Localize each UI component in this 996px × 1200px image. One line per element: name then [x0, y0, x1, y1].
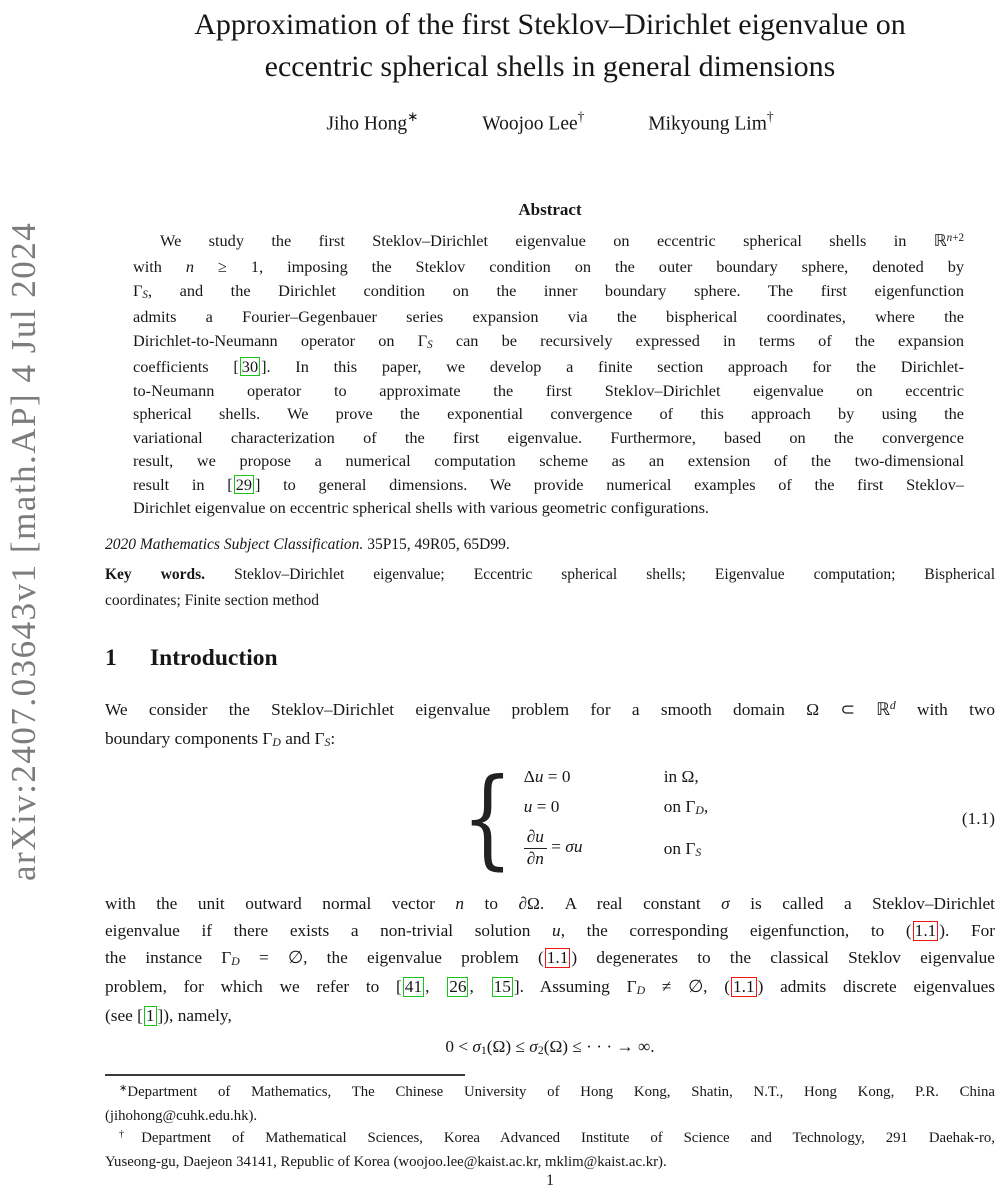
intro-paragraph-1: [105, 696, 995, 754]
text-line: We consider the Steklov–Dirichlet eigenvalue problem for a smooth domain Ω ⊂ ℝ$^d$ with two: [105, 699, 995, 719]
text-line: coefficients [ 30 ]. In this paper, we develop a finite section approach for the Dirichlet-: [133, 357, 964, 376]
author-list: [105, 110, 995, 136]
keywords: [105, 562, 995, 615]
text-line: with n ≥ 1, imposing the Steklov condition on the outer boundary sphere, denoted by: [133, 257, 964, 276]
footnote-2: [105, 1127, 995, 1173]
page-number: 1: [546, 1172, 554, 1189]
text-line: problem, for which we refer to [ 41 , 26 , 15 ]. Assuming ΓD ≠ ∅, ( 1.1 ) admits discrete eigenvalues: [105, 976, 996, 998]
author-name: Jiho Hong∗: [326, 109, 419, 135]
text-line: to-Neumann operator to approximate the first Steklov–Dirichlet eigenvalue on eccentric: [133, 380, 964, 400]
equation-number: (1.1): [961, 808, 995, 828]
paper-title: [105, 4, 995, 88]
text-line: †Department of Mathematical Sciences, Korea Advanced Institute of Science and Technology, 291 Daehak-ro,: [119, 1128, 995, 1146]
citation-link-1[interactable]: 1: [145, 1005, 155, 1025]
text-line: admits a Fourier–Gegenbauer series expansion via the bispherical coordinates, where the: [133, 307, 964, 326]
text-line: result in [ 29 ] to general dimensions. We provide numerical examples of the first Steklov–: [133, 474, 964, 494]
section-number: 1: [105, 644, 117, 671]
equation-ref-1.1[interactable]: 1.1: [732, 976, 755, 996]
text-line: the instance ΓD = ∅, the eigenvalue problem ( 1.1 ) degenerates to the classical Steklov eigenvalue: [105, 947, 995, 969]
footnotes: [105, 1081, 995, 1173]
text-line: (jihohong@cuhk.edu.hk).: [105, 1107, 258, 1124]
arxiv-watermark: arXiv:2407.03643v1 [math.AP] 4 Jul 2024: [4, 221, 43, 881]
abstract-text: [133, 229, 964, 520]
author-affiliation-mark: †: [766, 109, 774, 124]
text-line: variational characterization of the first eigenvalue. Furthermore, based on the convergence: [133, 427, 964, 447]
author-name: Mikyoung Lim†: [648, 109, 774, 135]
msc-line: 2020 Mathematics Subject Classification. 35P15, 49R05, 65D99.: [105, 535, 510, 553]
citation-link-29[interactable]: 29: [235, 474, 252, 494]
text-line: ΓS, and the Dirichlet condition on the inner boundary sphere. The first eigenfunction: [133, 280, 964, 301]
equation-row: u = 0 on ΓD,: [523, 796, 709, 818]
section-title: Introduction: [150, 644, 278, 671]
author-affiliation-mark: †: [577, 109, 585, 124]
section-heading: [105, 645, 995, 672]
text-line: eigenvalue if there exists a non-trivial solution u, the corresponding eigenfunction, to ( 1.1 ). For: [105, 920, 995, 940]
eigenvalue-chain-equation: 0 < σ1(Ω) ≤ σ2(Ω) ≤ · · · → ∞.: [445, 1036, 655, 1058]
equation-ref-1.1[interactable]: 1.1: [914, 920, 937, 940]
equation-row: $\frac{\partial u}{\partial n}$ = σu on ΓS: [524, 822, 708, 876]
text-line: Yuseong-gu, Daejeon 34141, Republic of Korea (woojoo.lee@kaist.ac.kr, mklim@kaist.ac.kr).: [105, 1153, 667, 1170]
author-affiliation-mark: ∗: [407, 109, 419, 124]
equation-1-1: [105, 755, 995, 881]
text-line: We study the first Steklov–Dirichlet eigenvalue on eccentric spherical shells in ℝ$^{n+2}$: [160, 230, 964, 250]
text-line: spherical shells. We prove the exponential convergence of this approach by using the: [133, 404, 964, 423]
text-line: Key words. Steklov–Dirichlet eigenvalue; Eccentric spherical shells; Eigenvalue computation; Bispherical: [105, 565, 995, 583]
text-line: boundary components ΓD and ΓS:: [105, 728, 336, 750]
paper-content: [105, 0, 996, 1189]
citation-link-41[interactable]: 41: [404, 976, 423, 996]
author-name: Woojoo Lee†: [482, 109, 585, 135]
abstract-section: [105, 200, 995, 520]
text-line: ∗Department of Mathematics, The Chinese University of Hong Kong, Shatin, N.T., Hong Kong, P.R. China: [119, 1082, 995, 1100]
equation-row: Δu = 0 in Ω,: [523, 766, 699, 786]
text-line: (see [ 1 ]), namely,: [105, 1005, 232, 1025]
equation-rows: [524, 762, 708, 876]
text-line: coordinates; Finite section method: [105, 592, 319, 609]
title-line-2: eccentric spherical shells in general dimensions: [264, 50, 836, 83]
text-line: Dirichlet-to-Neumann operator on ΓS can be recursively expressed in terms of the expansion: [133, 330, 964, 351]
abstract-heading: Abstract: [518, 199, 582, 219]
text-line: result, we propose a numerical computation scheme as an extension of the two-dimensional: [133, 451, 964, 470]
fraction: $\frac{\partial u}{\partial n}$: [524, 827, 547, 870]
text-line: Dirichlet eigenvalue on eccentric spherical shells with various geometric configurations.: [133, 498, 709, 517]
intro-paragraph-2: [105, 890, 995, 1029]
citation-link-26[interactable]: 26: [449, 976, 467, 996]
cases-block: [453, 755, 709, 881]
footnote-1: [105, 1081, 995, 1127]
title-line-1: Approximation of the first Steklov–Dirichlet eigenvalue on: [194, 8, 906, 41]
footnote-rule: [105, 1074, 465, 1076]
text-line: with the unit outward normal vector n to ∂Ω. A real constant σ is called a Steklov–Dirichlet: [105, 893, 995, 913]
cases-brace-icon: {: [461, 755, 514, 881]
citation-link-30[interactable]: 30: [241, 357, 259, 376]
equation-ref-1.1[interactable]: 1.1: [546, 947, 569, 967]
citation-link-15[interactable]: 15: [493, 976, 511, 996]
